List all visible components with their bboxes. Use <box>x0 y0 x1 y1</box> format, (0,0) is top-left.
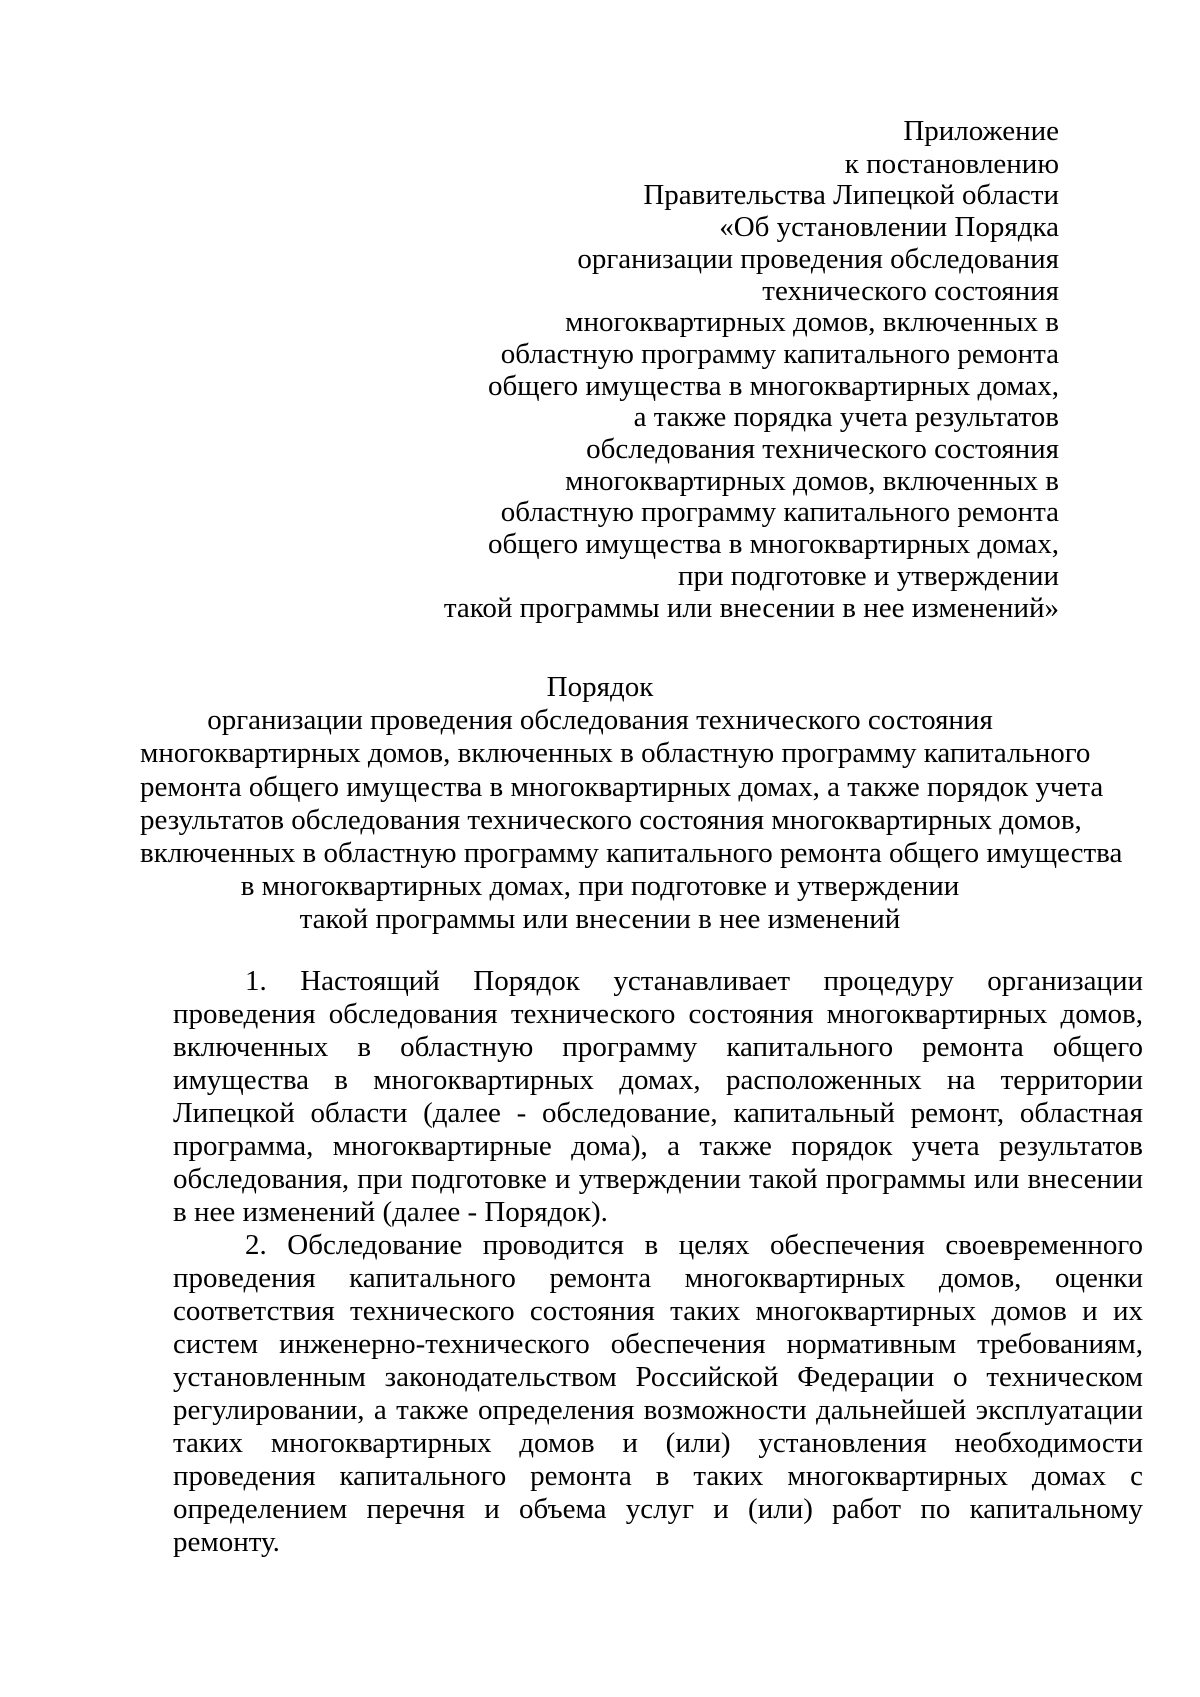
appendix-line: Приложение <box>903 115 1059 147</box>
appendix-line: многоквартирных домов, включенных в <box>565 464 1059 497</box>
document-title <box>140 671 1123 937</box>
appendix-line: такой программы или внесении в нее изменений» <box>443 591 1059 624</box>
paragraph-2: 2. Обследование проводится в целях обеспечения своевременного проведения капитального ремонта многоквартирных домов, оценки соответствия технического состояния таких многоквартирных домов и их систем инженерно-технического обеспечения нормативным требованиям, установленным законодательством Российской Федерации о техническом регулировании, а также определения возможности дальнейшей эксплуатации таких многоквартирных домов и (или) установления необходимости проведения капитального ремонта в таких многоквартирных домах с определением перечня и объема услуг и (или) работ по капитальному ремонту. <box>173 1229 1143 1558</box>
title-line: ремонта общего имущества в многоквартирных домах, а также порядок учета <box>140 770 1104 803</box>
title-line: Порядок <box>546 671 654 703</box>
appendix-line: Правительства Липецкой области <box>643 179 1059 212</box>
appendix-line: «Об установлении Порядка <box>719 211 1059 244</box>
appendix-line: обследования технического состояния <box>586 433 1059 466</box>
appendix-line: общего имущества в многоквартирных домах, <box>488 369 1059 402</box>
paragraph-1: 1. Настоящий Порядок устанавливает процедуру организации проведения обследования технического состояния многоквартирных домов, включенных в областную программу капитального ремонта общего имущества в многоквартирных домах, расположенных на территории Липецкой области (далее - обследование, капитальный ремонт, областная программа, многоквартирные дома), а также порядок учета результатов обследования, при подготовке и утверждении такой программы или внесении в нее изменений (далее - Порядок). <box>173 965 1143 1228</box>
title-line: включенных в областную программу капитального ремонта общего имущества <box>140 837 1123 870</box>
appendix-line: областную программу капитального ремонта <box>500 496 1059 529</box>
appendix-header <box>359 116 1059 624</box>
appendix-line: к постановлению <box>844 147 1059 180</box>
appendix-line: областную программу капитального ремонта <box>500 337 1059 370</box>
appendix-line: технического состояния <box>762 274 1059 307</box>
document-body <box>173 965 1143 1559</box>
title-line: многоквартирных домов, включенных в областную программу капитального <box>140 737 1091 770</box>
appendix-line: при подготовке и утверждении <box>677 559 1059 592</box>
appendix-line: а также порядка учета результатов <box>633 401 1059 434</box>
appendix-line: многоквартирных домов, включенных в <box>565 306 1059 339</box>
appendix-line: организации проведения обследования <box>577 242 1059 275</box>
title-line: в многоквартирных домах, при подготовке и утверждении <box>240 870 960 903</box>
title-line: организации проведения обследования технического состояния <box>207 704 993 737</box>
title-line: результатов обследования технического состояния многоквартирных домов, <box>140 803 1082 836</box>
title-line: такой программы или внесении в нее изменений <box>299 903 901 936</box>
appendix-line: общего имущества в многоквартирных домах, <box>488 528 1059 561</box>
